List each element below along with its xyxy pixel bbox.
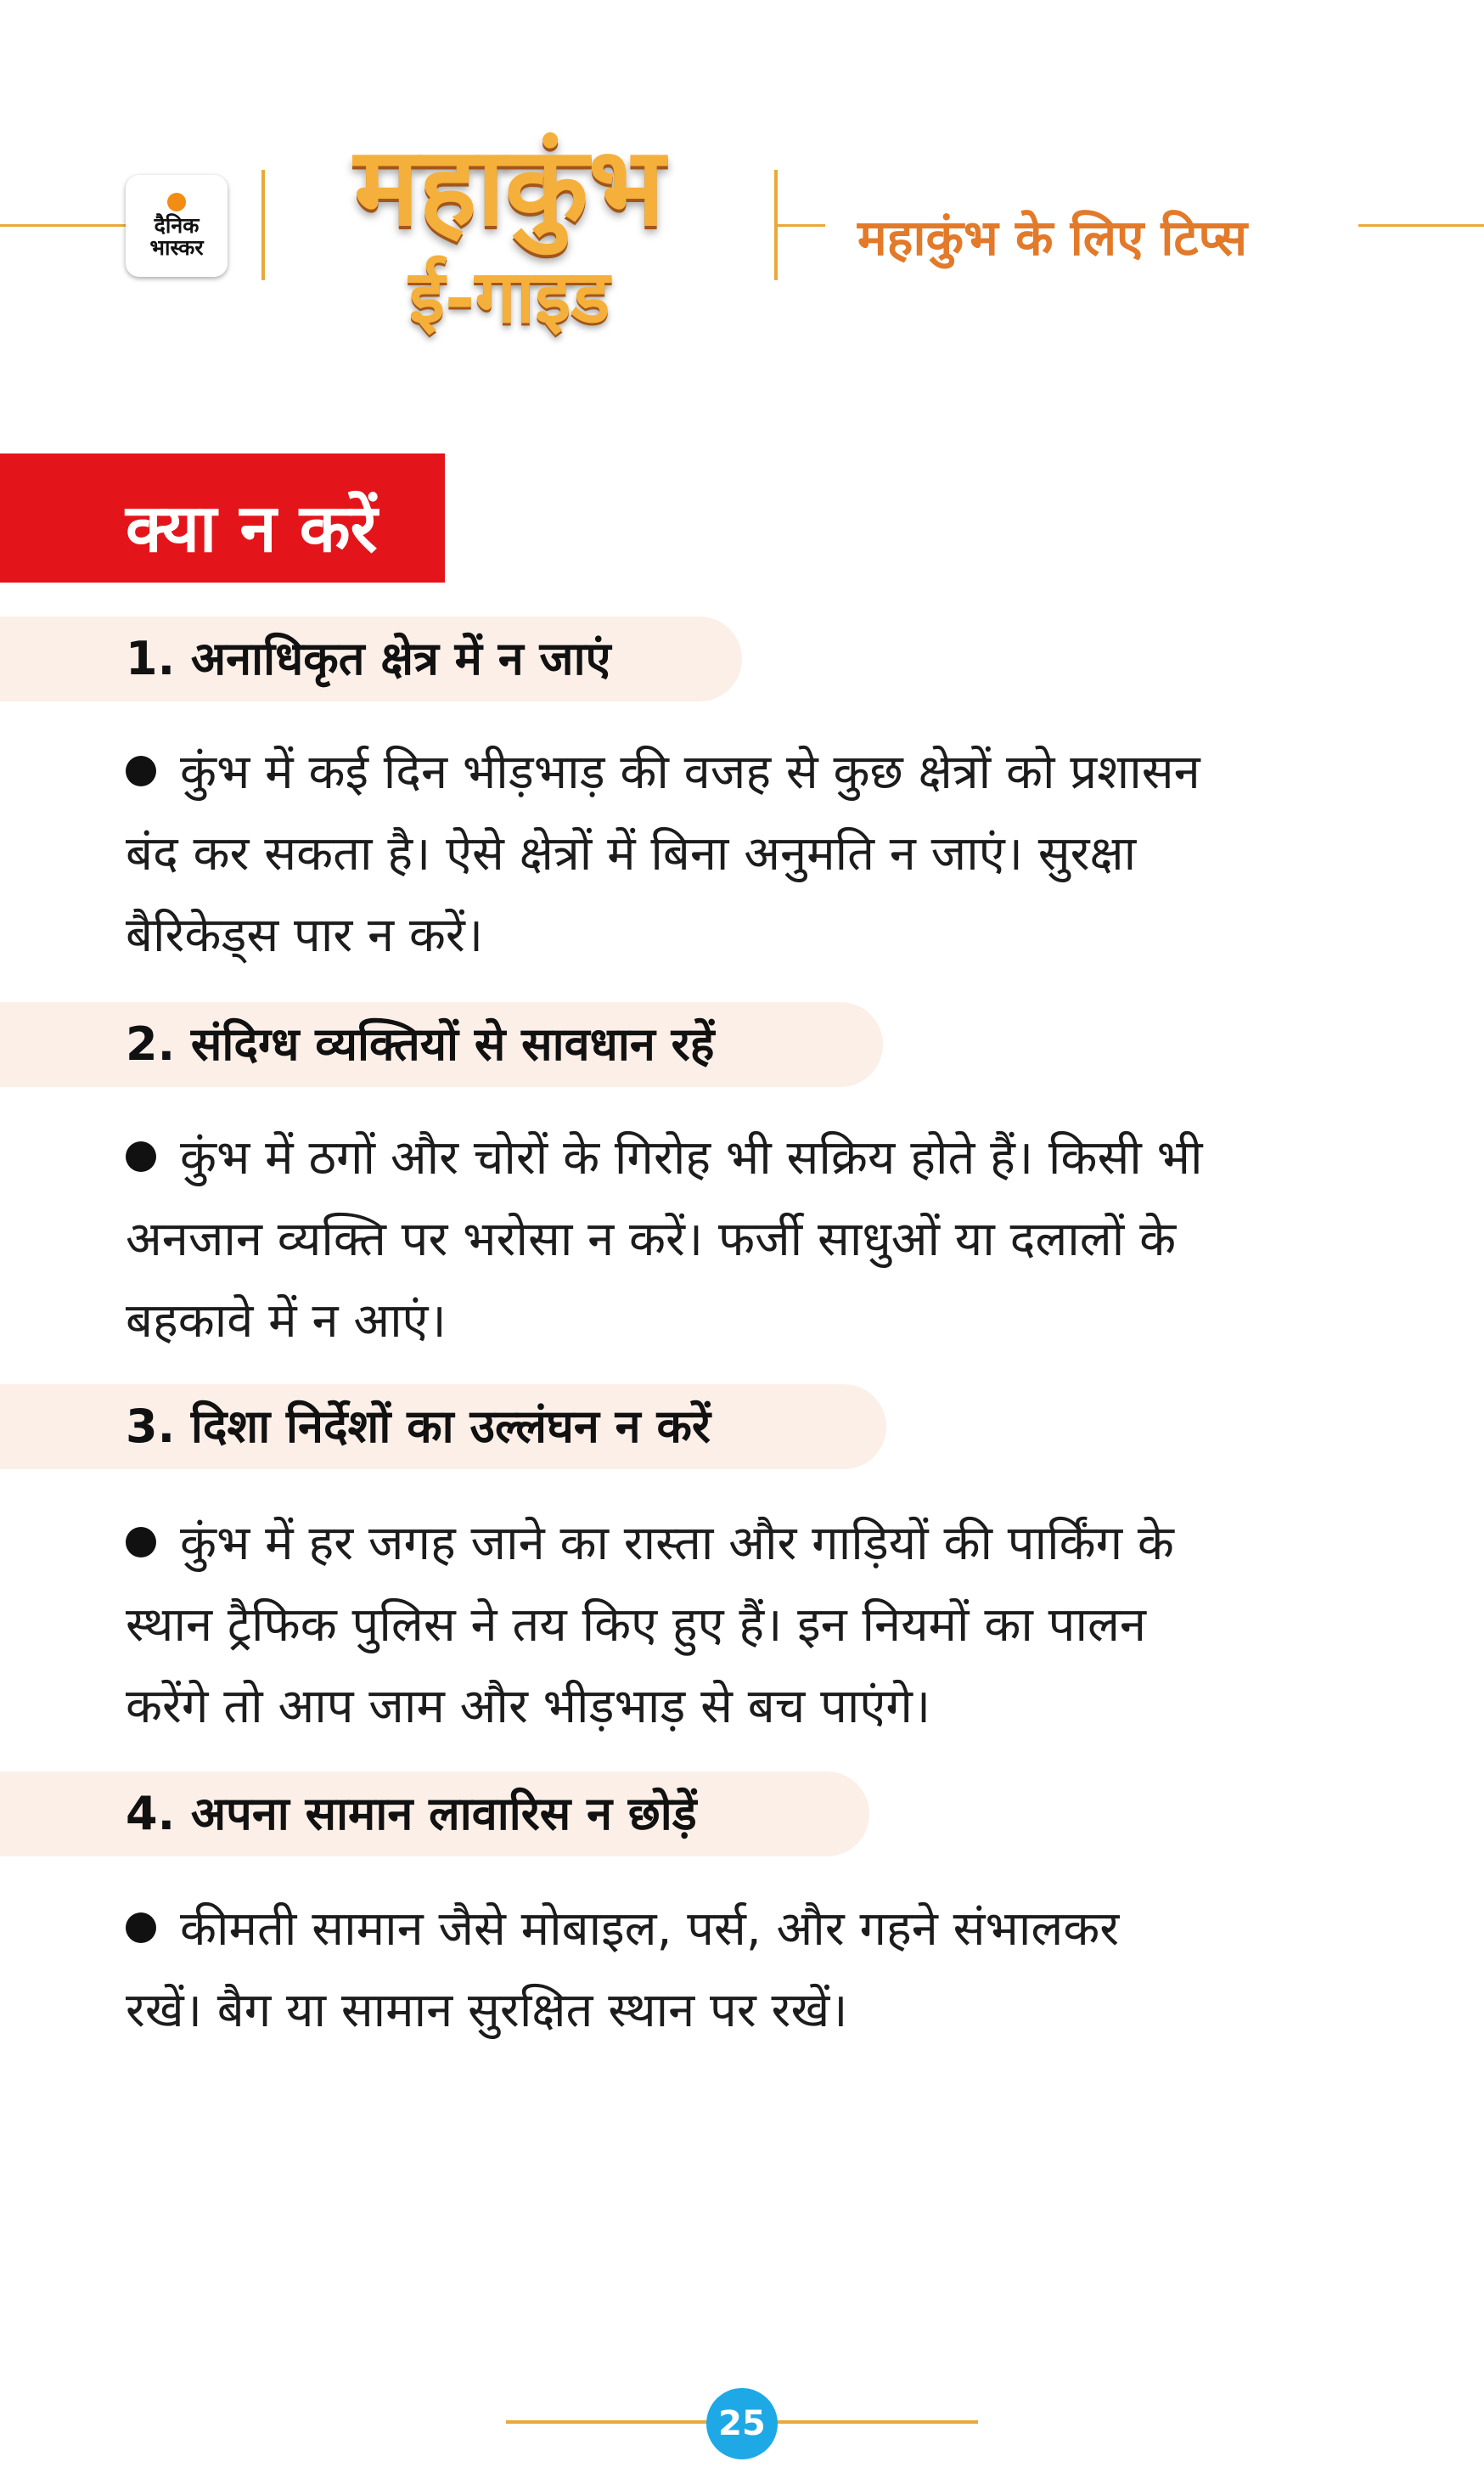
body-line: बहकावे में न आएं। [126, 1293, 447, 1349]
footer-rule-left [506, 2420, 710, 2424]
bullet-icon [126, 1141, 156, 1172]
sun-dot-icon [167, 193, 186, 211]
guide-subtitle: ई-गाइड [408, 254, 610, 340]
header-rule-right [1358, 224, 1484, 227]
section-heading-2: 2. संदिग्ध व्यक्तियों से सावधान रहें [126, 1017, 715, 1071]
donts-banner-label: क्या न करें [126, 491, 378, 567]
bullet-icon [126, 756, 156, 786]
body-line: अनजान व्यक्ति पर भरोसा न करें। फर्जी साधुओं या दलालों के [126, 1212, 1177, 1267]
body-line: कुंभ में ठगों और चोरों के गिरोह भी सक्रिय होते हैं। किसी भी [126, 1118, 1374, 1199]
logo-line-1: दैनिक [154, 213, 200, 238]
body-line: स्थान ट्रैफिक पुलिस ने तय किए हुए हैं। इन नियमों का पालन [126, 1597, 1147, 1653]
body-line: कीमती सामान जैसे मोबाइल, पर्स, और गहने संभालकर [126, 1889, 1374, 1970]
body-line: कुंभ में कई दिन भीड़भाड़ की वजह से कुछ क्षेत्रों को प्रशासन [126, 732, 1374, 814]
body-line: करेंगे तो आप जाम और भीड़भाड़ से बच पाएंगे। [126, 1679, 931, 1734]
page-number-badge: 25 [706, 2388, 778, 2459]
body-line: बंद कर सकता है। ऐसे क्षेत्रों में बिना अनुमति न जाएं। सुरक्षा [126, 826, 1137, 882]
header-rule-mid [774, 224, 825, 227]
footer-rule-right [774, 2420, 978, 2424]
section-heading-1: 1. अनाधिकृत क्षेत्र में न जाएं [126, 632, 611, 685]
section-heading-3: 3. दिशा निर्देशों का उल्लंघन न करें [126, 1400, 711, 1453]
bullet-icon [126, 1527, 156, 1557]
logo-line-2: भास्कर [149, 235, 204, 260]
section-body-3 [126, 1503, 1374, 1748]
section-body-4 [126, 1889, 1374, 2052]
body-line: कुंभ में हर जगह जाने का रास्ता और गाड़ियों की पार्किंग के [126, 1503, 1374, 1585]
header-rule-left [0, 224, 126, 227]
body-line: रखें। बैग या सामान सुरक्षित स्थान पर रखें। [126, 1983, 848, 2038]
section-body-1 [126, 732, 1374, 977]
dainik-bhaskar-logo [126, 175, 228, 277]
body-line: बैरिकेड्स पार न करें। [126, 908, 484, 963]
header-divider-left [261, 170, 265, 280]
guide-title: महाकुंभ [354, 123, 665, 251]
bullet-icon [126, 1912, 156, 1943]
section-title: महाकुंभ के लिए टिप्स [857, 209, 1248, 267]
section-heading-4: 4. अपना सामान लावारिस न छोड़ें [126, 1787, 697, 1840]
section-body-2 [126, 1118, 1374, 1362]
